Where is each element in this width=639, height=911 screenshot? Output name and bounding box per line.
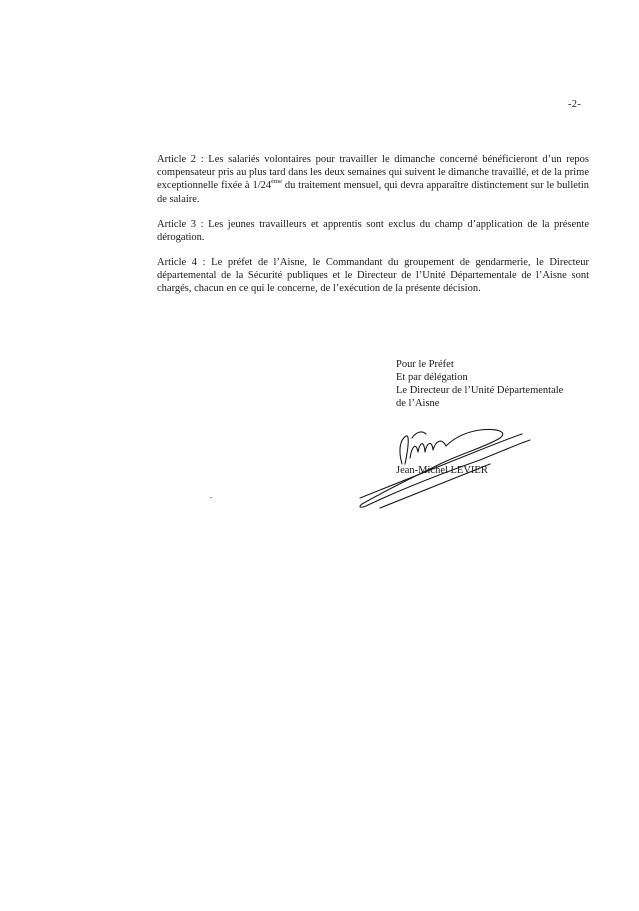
article-2-text-continued: du traitement mensuel, qui devra apparaître distinctement sur le bulletin de salaire. — [157, 180, 589, 205]
scan-speck — [210, 497, 212, 498]
signature-block — [396, 358, 563, 410]
page-number: -2- — [568, 99, 582, 110]
article-4-paragraph: Article 4 : Le préfet de l’Aisne, le Commandant du groupement de gendarmerie, le Directeur départemental de la Sécurité publiques et le Directeur de l’Unité Départementale de l’Aisne sont chargés, chacun en ce qui le concerne, de l’exécution de la présente décision. — [157, 257, 589, 295]
signature-line-prefect: Pour le Préfet — [396, 359, 454, 370]
signature-line-director: Le Directeur de l’Unité Départementale — [396, 385, 564, 396]
handwritten-signature — [350, 412, 540, 512]
ordinal-superscript: ème — [271, 178, 282, 186]
signature-line-department: de l’Aisne — [396, 398, 440, 409]
signatory-name: Jean-Michel LEVIER — [396, 465, 488, 476]
signature-line-delegation: Et par délégation — [396, 372, 468, 383]
article-2-text: Article 2 : Les salariés volontaires pour travailler le dimanche concerné bénéficieront d’un repos compensateur pris au plus tard dans les deux semaines qui suivent le dimanche travaillé, et de la prime exceptionnelle fixée à 1/24 — [157, 154, 589, 192]
article-3-paragraph: Article 3 : Les jeunes travailleurs et apprentis sont exclus du champ d’application de la présente dérogation. — [157, 219, 589, 244]
article-2-paragraph — [157, 153, 589, 206]
